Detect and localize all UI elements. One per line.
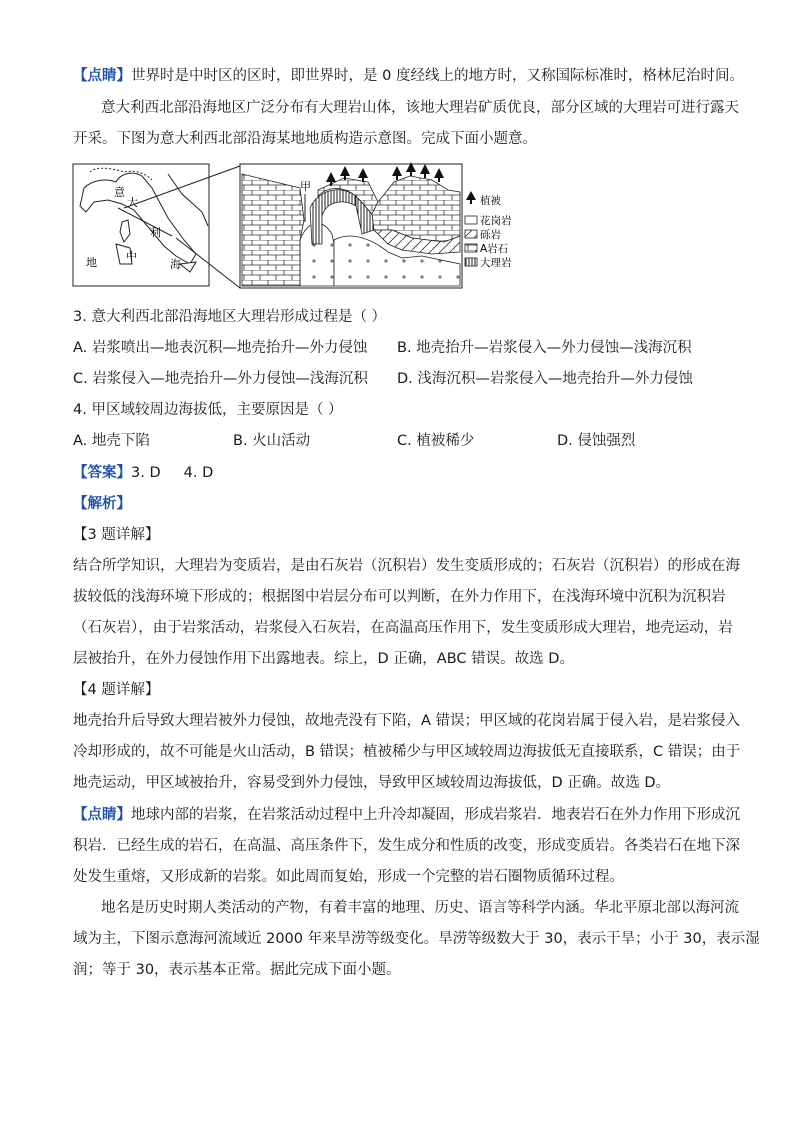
note-paragraph-2: [73, 805, 740, 825]
question-4-option-b: B. 火山活动: [233, 433, 311, 449]
question-4-option-c: C. 植被稀少: [397, 433, 475, 449]
map-label-di: 地: [86, 256, 97, 269]
q3-detail-tag: 【3 题详解】: [73, 527, 160, 543]
q4-detail-tag: 【4 题详解】: [73, 682, 160, 698]
section-label-jia: 甲: [300, 180, 311, 193]
intro-line: 地名是历史时期人类活动的产物，有着丰富的地理、历史、语言等科学内涵。华北平原北部以海河流: [101, 900, 739, 916]
analysis-tag: 【解析】: [73, 496, 131, 512]
legend-tree-icon: [466, 191, 476, 204]
question-3-stem: 3. 意大利西北部沿海地区大理岩形成过程是（ ）: [73, 309, 387, 325]
map-label-hai: 海: [170, 258, 181, 271]
map-label-zhong: 中: [126, 250, 137, 263]
answer-tag: 【答案】: [73, 465, 131, 481]
q3-detail-line: （石灰岩），由于岩浆活动，岩浆侵入石灰岩，在高温高压作用下，发生变质形成大理岩，地壳运动，岩: [73, 620, 733, 636]
intro-line: 润；等于 30，表示基本正常。据此完成下面小题。: [73, 962, 401, 978]
legend-label: 植被: [480, 195, 501, 207]
question-4-option-d: D. 侵蚀强烈: [557, 433, 636, 449]
answer-text: 3. D 4. D: [131, 465, 214, 481]
legend-rock-a-icon: [465, 244, 477, 252]
question-3-option-a: A. 岩浆喷出—地表沉积—地壳抬升—外力侵蚀: [73, 340, 368, 356]
note-line: 积岩．已经生成的岩石，在高温、高压条件下，发生成分和性质的改变，形成变质岩。各类岩石在地下深: [73, 838, 740, 854]
question-3-option-d: D. 浅海沉积—岩浆侵入—地壳抬升—外力侵蚀: [397, 371, 693, 387]
q3-detail-line: 层被抬升，在外力侵蚀作用下出露地表。综上，D 正确，ABC 错误。故选 D。: [73, 651, 574, 667]
note-tag: 【点睛】: [73, 68, 131, 84]
legend-granite-icon: [465, 216, 477, 224]
question-4-stem: 4. 甲区域较周边海拔低，主要原因是（ ）: [73, 402, 343, 418]
question-4-option-a: A. 地壳下陷: [73, 433, 150, 449]
intro-line: 开采。下图为意大利西北部沿海某地地质构造示意图。完成下面小题意。: [73, 131, 537, 147]
legend-label: 大理岩: [480, 257, 512, 269]
note-line: 处发生重熔，又形成新的岩浆。如此周而复始，形成一个完整的岩石圈物质循环过程。: [73, 869, 624, 885]
question-3-option-b: B. 地壳抬升—岩浆侵入—外力侵蚀—浅海沉积: [397, 340, 692, 356]
intro-line: 意大利西北部沿海地区广泛分布有大理岩山体，该地大理岩矿质优良，部分区域的大理岩可进行露天: [101, 100, 739, 116]
map-label-li: 利: [150, 226, 161, 239]
note-text: 地球内部的岩浆，在岩浆活动过程中上升冷却凝固，形成岩浆岩．地表岩石在外力作用下形成沉: [131, 807, 740, 823]
geology-figure-svg: [72, 160, 532, 292]
map-label-da: 大: [127, 196, 138, 209]
q3-detail-line: 拔较低的浅海环境下形成的；根据图中岩层分布可以判断，在外力作用下，在浅海环境中沉积为沉积岩: [73, 589, 726, 605]
q3-detail-line: 结合所学知识，大理岩为变质岩，是由石灰岩（沉积岩）发生变质形成的；石灰岩（沉积岩）的形成在海: [73, 558, 740, 574]
answer-line: [73, 463, 213, 483]
q4-detail-line: 地壳运动，甲区域被抬升，容易受到外力侵蚀，导致甲区域较周边海拔低，D 正确。故选 D。: [73, 775, 671, 791]
geology-figure: [72, 160, 532, 292]
legend-marble-icon: [465, 258, 477, 266]
legend-label: 花岗岩: [480, 215, 512, 227]
note-paragraph-1: [73, 66, 744, 86]
map-label-yi: 意: [114, 186, 125, 199]
note-tag: 【点睛】: [73, 807, 131, 823]
legend-label: A岩石: [480, 243, 509, 255]
legend-label: 砾岩: [480, 229, 501, 241]
legend-conglomerate-icon: [465, 230, 477, 238]
note-text: 世界时是中时区的区时，即世界时，是 0 度经线上的地方时，又称国际标准时，格林尼治时间。: [131, 68, 744, 84]
intro-line: 域为主，下图示意海河流域近 2000 年来旱涝等级变化。旱涝等级数大于 30，表示干旱；小于 30，表示湿: [73, 931, 760, 947]
q4-detail-line: 冷却形成的，故不可能是火山活动，B 错误；植被稀少与甲区域较周边海拔低无直接联系，C 错误；由于: [73, 744, 741, 760]
q4-detail-line: 地壳抬升后导致大理岩被外力侵蚀，故地壳没有下陷，A 错误；甲区域的花岗岩属于侵入岩，是岩浆侵入: [73, 713, 741, 729]
question-3-option-c: C. 岩浆侵入—地壳抬升—外力侵蚀—浅海沉积: [73, 371, 368, 387]
